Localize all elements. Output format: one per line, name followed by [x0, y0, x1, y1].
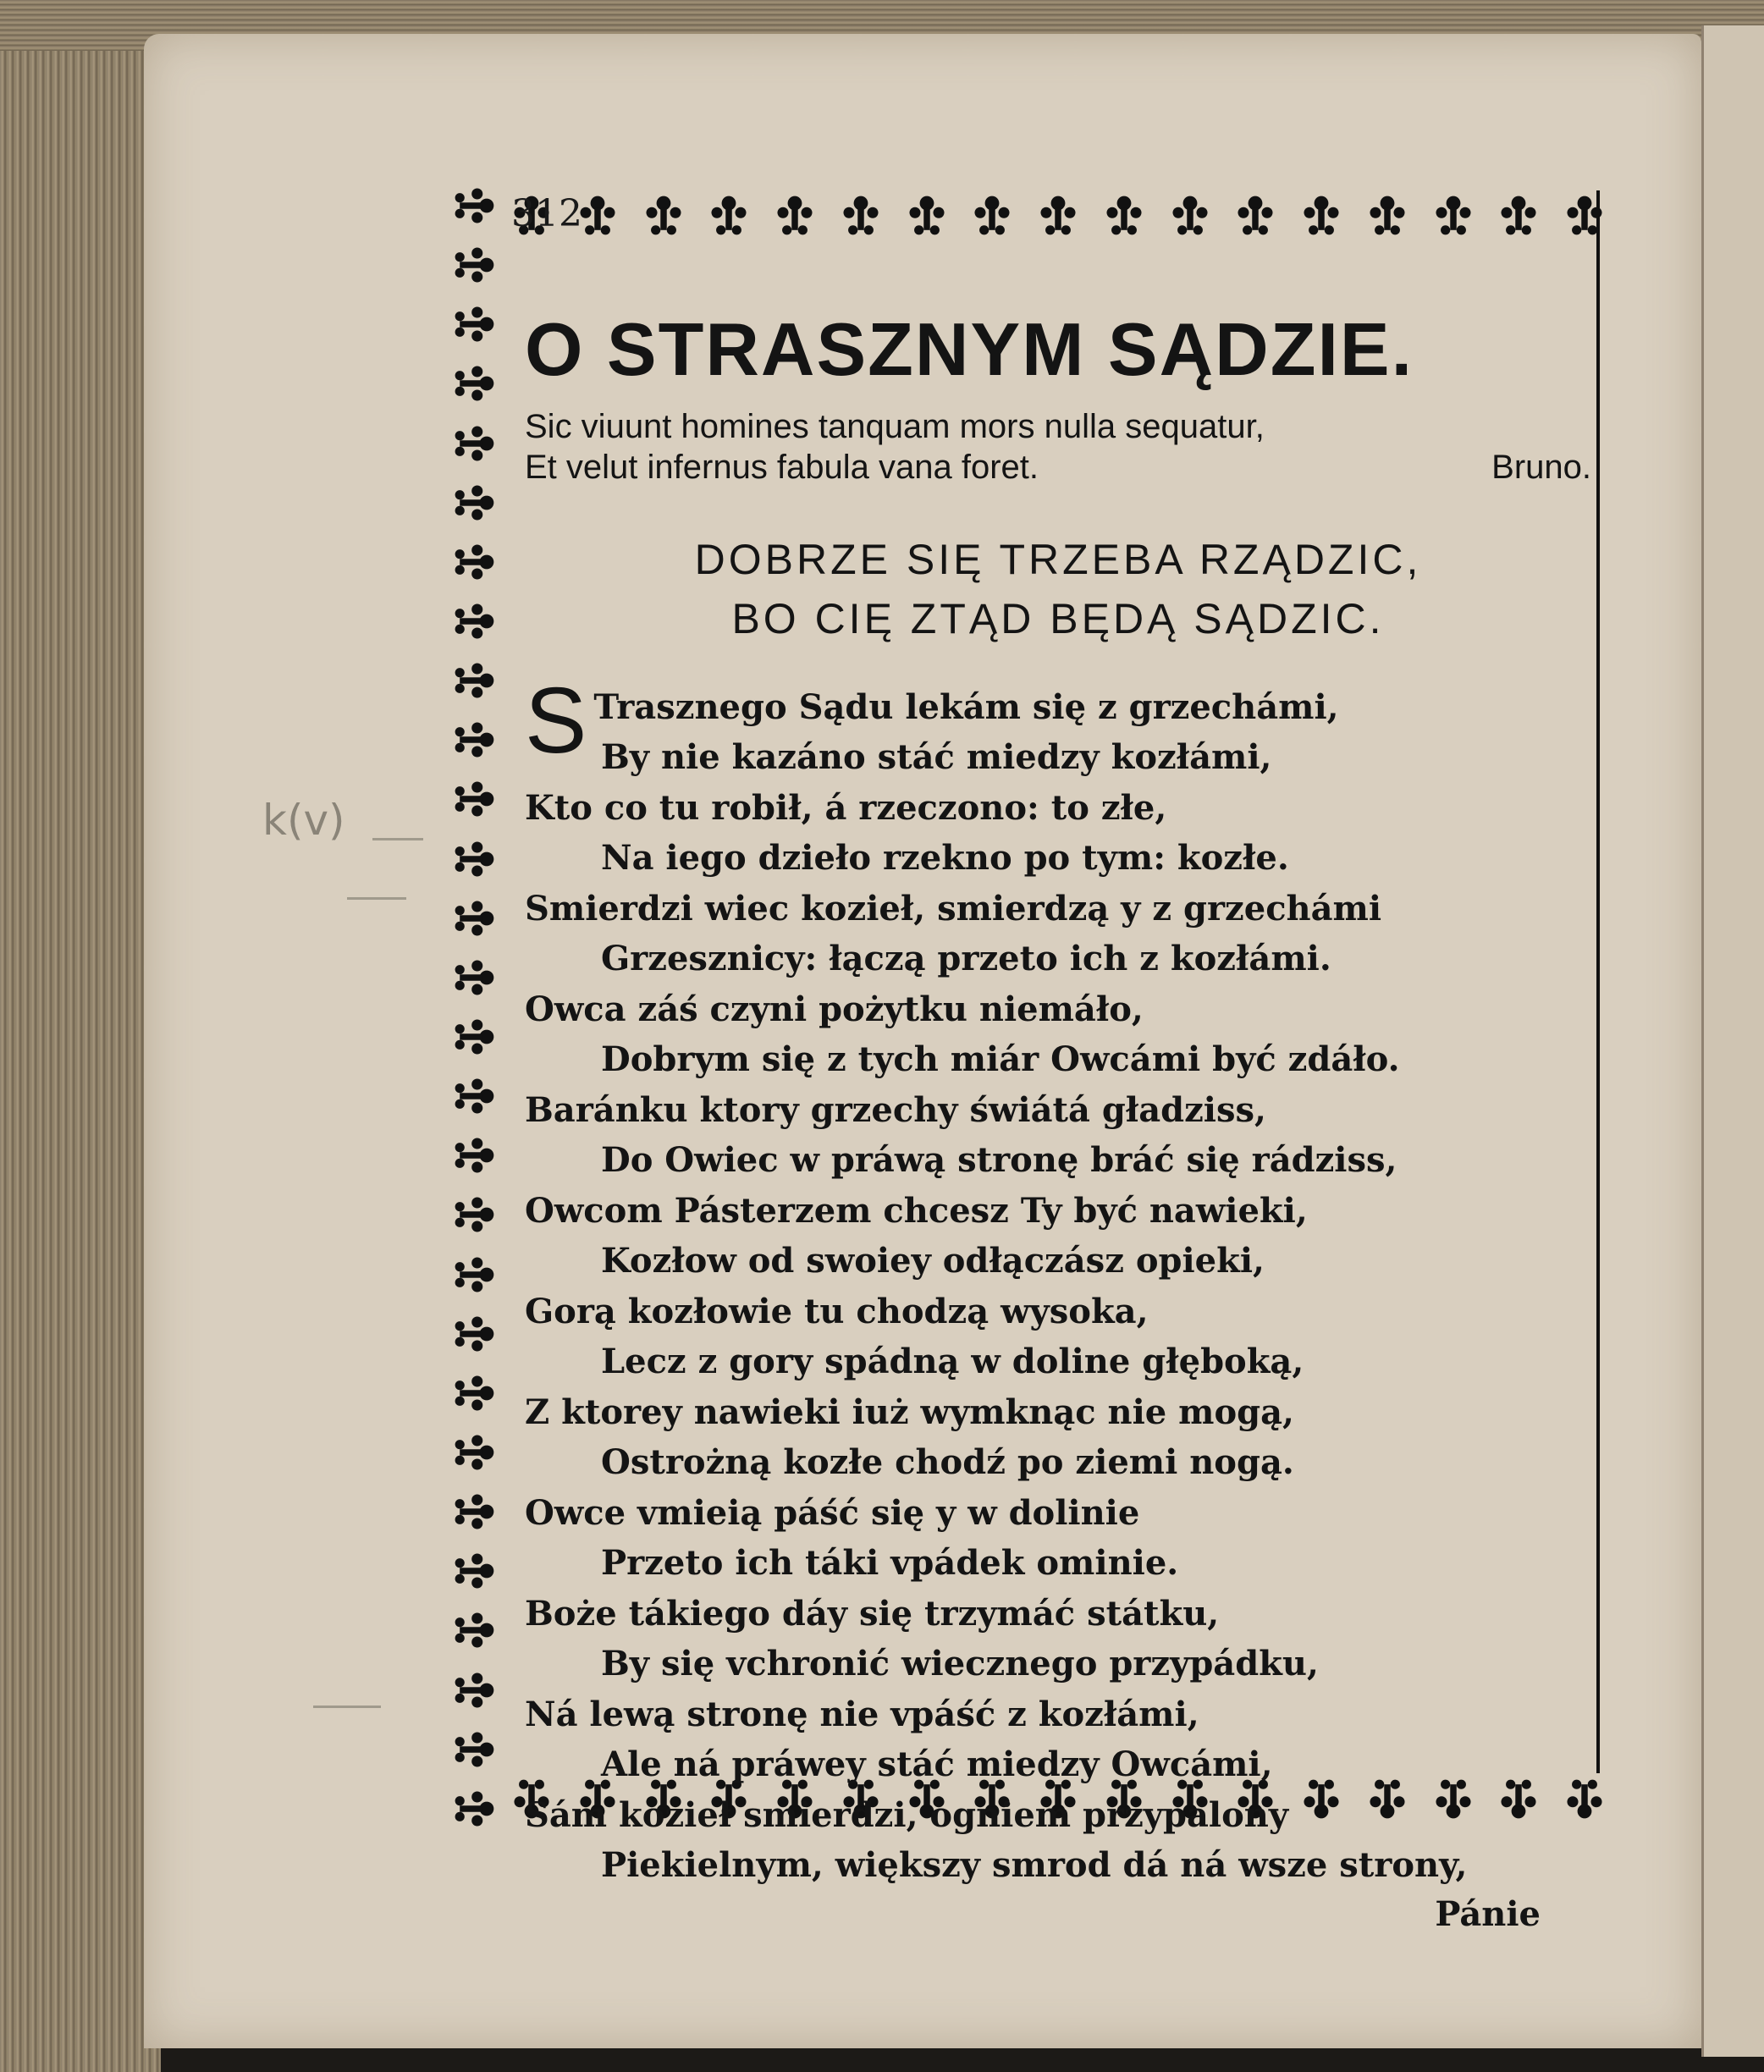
fleuron-ornament-icon — [450, 300, 498, 348]
fleuron-ornament-icon — [968, 192, 1016, 240]
fleuron-ornament-icon — [450, 1785, 498, 1832]
fleuron-ornament-icon — [450, 182, 498, 229]
dropcap: S — [525, 668, 587, 773]
poem-line: By się vchronić wiecznego przypádku, — [601, 1644, 1319, 1684]
poem-line: Owcom Pásterzem chcesz Ty być nawieki, — [525, 1190, 1308, 1231]
poem-line: S Trasznego Sądu lekám się z grzechámi, — [525, 668, 1339, 773]
subtitle-line-2: BO CIĘ ZTĄD BĘDĄ SĄDZIC. — [731, 594, 1385, 642]
poem-line: Baránku ktory grzechy świátá gładziss, — [525, 1089, 1266, 1130]
fleuron-ornament-icon — [450, 241, 498, 289]
fleuron-ornament-icon — [450, 835, 498, 883]
page-title: O STRASZNYM SĄDZIE. — [525, 307, 1414, 391]
epigraph-line-1: Sic viuunt homines tanquam mors nulla sequatur, — [525, 407, 1265, 445]
fleuron-ornament-icon — [450, 1667, 498, 1714]
poem-line: Do Owiec w práwą stronę bráć się rádziss, — [601, 1140, 1397, 1181]
poem-line: Ale ná práwey stáć miedzy Owcámi, — [601, 1744, 1273, 1785]
fleuron-ornament-icon — [450, 1726, 498, 1773]
handwritten-margin-note: k(v) — [262, 796, 345, 845]
fleuron-ornament-icon — [450, 1429, 498, 1476]
fleuron-ornament-icon — [450, 716, 498, 763]
top-ornament-border — [508, 182, 1608, 250]
poem-line: Ostrożną kozłe chodź po ziemi nogą. — [601, 1442, 1294, 1483]
poem-line: Owce vmieią páść się y w dolinie — [525, 1492, 1140, 1533]
fleuron-ornament-icon — [450, 538, 498, 586]
margin-pencil-mark — [347, 897, 406, 900]
fleuron-ornament-icon — [450, 1488, 498, 1535]
ornamental-frame — [440, 182, 1608, 1934]
fleuron-ornament-icon — [1100, 192, 1148, 240]
epigraph — [525, 406, 1591, 488]
fleuron-ornament-icon — [837, 192, 885, 240]
page-number: 312 — [511, 192, 582, 235]
fleuron-ornament-icon — [450, 360, 498, 407]
epigraph-line-2: Et velut infernus fabula vana foret. — [525, 448, 1039, 486]
fleuron-ornament-icon — [1166, 192, 1214, 240]
fleuron-ornament-icon — [450, 1310, 498, 1358]
left-ornament-border — [440, 182, 508, 1832]
page-content — [525, 307, 1591, 1934]
poem-line: Owca záś czyni pożytku niemáło, — [525, 989, 1144, 1029]
poem-line: By nie kazáno stáć miedzy kozłámi, — [601, 737, 1272, 778]
adjacent-page-edge — [1701, 25, 1764, 2057]
poem-line: Grzesznicy: łączą przeto ich z kozłámi. — [601, 939, 1331, 979]
fleuron-ornament-icon — [771, 192, 819, 240]
fleuron-ornament-icon — [450, 598, 498, 645]
poem-line: Kozłow od swoiey odłączász opieki, — [601, 1241, 1265, 1281]
poem-line: Boże tákiego dáy się trzymáć státku, — [525, 1593, 1220, 1634]
right-border-rule — [1596, 190, 1600, 1773]
fleuron-ornament-icon — [450, 1369, 498, 1417]
fleuron-ornament-icon — [1298, 192, 1345, 240]
poem-line: Dobrym się z tych miár Owcámi być zdáło. — [601, 1039, 1400, 1080]
fleuron-ornament-icon — [1034, 192, 1082, 240]
fleuron-ornament-icon — [450, 954, 498, 1001]
fleuron-ornament-icon — [450, 1547, 498, 1595]
poem-line: Lecz z gory spádną w doline głęboką, — [601, 1342, 1304, 1382]
subtitle-line-1: DOBRZE SIĘ TRZEBA RZĄDZIC, — [694, 535, 1422, 583]
fleuron-ornament-icon — [1364, 192, 1411, 240]
fleuron-ornament-icon — [1232, 192, 1279, 240]
fleuron-ornament-icon — [450, 1132, 498, 1179]
fleuron-ornament-icon — [903, 192, 951, 240]
poem-line: Na iego dzieło rzekno po tym: kozłe. — [601, 838, 1289, 879]
poem-line: Przeto ich táki vpádek ominie. — [601, 1543, 1179, 1584]
fleuron-ornament-icon — [450, 657, 498, 704]
fleuron-ornament-icon — [450, 1251, 498, 1298]
fleuron-ornament-icon — [450, 1072, 498, 1120]
margin-pencil-mark — [372, 838, 423, 840]
fleuron-ornament-icon — [450, 1013, 498, 1061]
fleuron-ornament-icon — [450, 1606, 498, 1654]
catchword: Pánie — [1435, 1893, 1541, 1934]
fleuron-ornament-icon — [450, 420, 498, 467]
poem — [525, 668, 1591, 1938]
fleuron-ornament-icon — [640, 192, 687, 240]
poem-line: Sám kozieł smierdzi, ogniem przypalony — [525, 1794, 1289, 1835]
epigraph-attribution: Bruno. — [1491, 448, 1591, 486]
book-page-edges — [0, 0, 161, 2072]
poem-line: Z ktorey nawieki iuż wymknąc nie mogą, — [525, 1391, 1294, 1432]
fleuron-ornament-icon — [450, 479, 498, 526]
subtitle — [525, 530, 1591, 648]
fleuron-ornament-icon — [705, 192, 752, 240]
margin-pencil-mark — [313, 1706, 381, 1708]
poem-line: Piekielnym, większy smrod dá ná wsze strony, — [601, 1845, 1468, 1886]
fleuron-ornament-icon — [1430, 192, 1477, 240]
fleuron-ornament-icon — [450, 895, 498, 942]
fleuron-ornament-icon — [450, 1191, 498, 1238]
fleuron-ornament-icon — [1495, 192, 1542, 240]
fleuron-ornament-icon — [450, 775, 498, 823]
poem-line: Gorą kozłowie tu chodzą wysoka, — [525, 1291, 1149, 1331]
fleuron-ornament-icon — [1561, 192, 1608, 240]
poem-line: Ná lewą stronę nie vpáść z kozłámi, — [525, 1694, 1199, 1734]
poem-line: Smierdzi wiec kozieł, smierdzą y z grzechámi — [525, 888, 1382, 929]
poem-line: Kto co tu robił, á rzeczono: to złe, — [525, 787, 1167, 828]
